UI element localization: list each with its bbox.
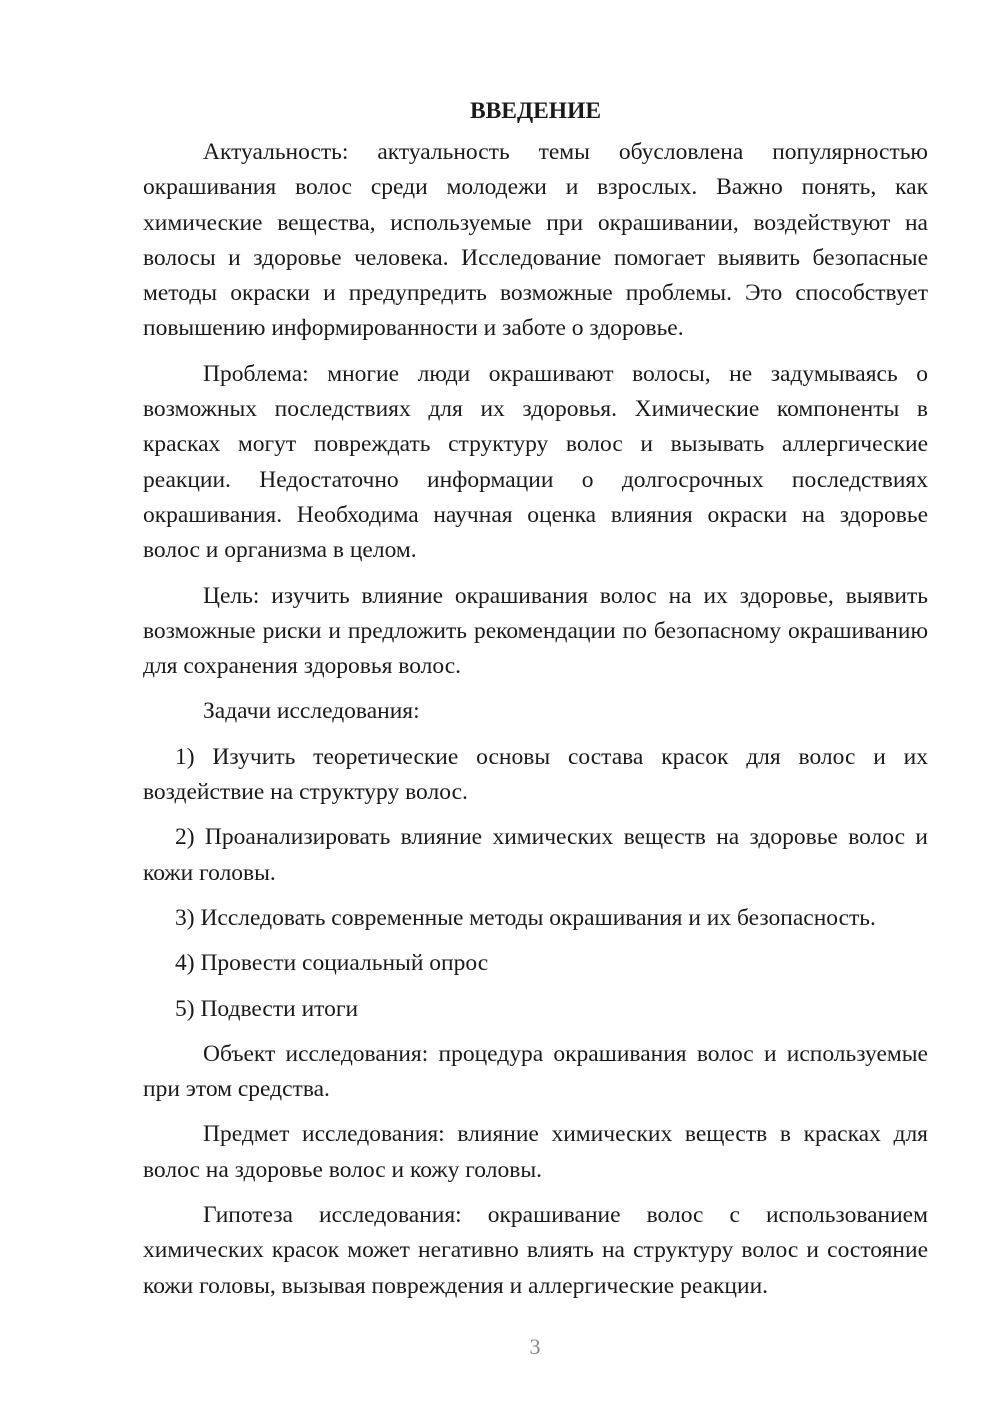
paragraph-hypothesis: Гипотеза исследования: окрашивание волос с использованием химических красок может негативно влиять на структуру волос и состояние кожи головы, вызывая повреждения и аллергические реакции. bbox=[143, 1202, 928, 1299]
paragraph-problem: Проблема: многие люди окрашивают волосы, не задумываясь о возможных последствиях для их здоровья. Химические компоненты в красках могут повреждать структуру волос и вызывать аллергические реакции. Недостаточно информации о долгосрочных последствиях окрашивания. Необходима научная оценка влияния окраски на здоровье волос и организма в целом. bbox=[143, 360, 928, 564]
task-item-3: 3) Исследовать современные методы окрашивания и их безопасность. bbox=[175, 904, 876, 931]
paragraph-goal: Цель: изучить влияние окрашивания волос на их здоровье, выявить возможные риски и предложить рекомендации по безопасному окрашиванию для сохранения здоровья волос. bbox=[143, 582, 928, 680]
paragraph-relevance: Актуальность: актуальность темы обусловлена популярностью окрашивания волос среди молодежи и взрослых. Важно понять, как химические вещества, используемые при окрашивании, воздействуют на волосы и здоровье человека. Исследование помогает выявить безопасные методы окраски и предупредить возможные проблемы. Это способствует повышению информированности и заботе о здоровье. bbox=[143, 139, 928, 342]
paragraph-subject: Предмет исследования: влияние химических веществ в красках для волос на здоровье волос и кожу головы. bbox=[143, 1121, 928, 1183]
page-number: 3 bbox=[529, 1334, 541, 1359]
tasks-heading: Задачи исследования: bbox=[203, 698, 420, 725]
document-page bbox=[143, 92, 928, 1314]
task-item-5: 5) Подвести итоги bbox=[175, 995, 359, 1022]
page-title: ВВЕДЕНИЕ bbox=[469, 98, 602, 124]
task-item-2: 2) Проанализировать влияние химических веществ на здоровье волос и кожи головы. bbox=[143, 824, 928, 886]
task-item-1: 1) Изучить теоретические основы состава красок для волос и их воздействие на структуру волос. bbox=[143, 743, 928, 806]
task-item-4: 4) Провести социальный опрос bbox=[175, 950, 489, 977]
paragraph-object: Объект исследования: процедура окрашивания волос и используемые при этом средства. bbox=[143, 1040, 928, 1103]
